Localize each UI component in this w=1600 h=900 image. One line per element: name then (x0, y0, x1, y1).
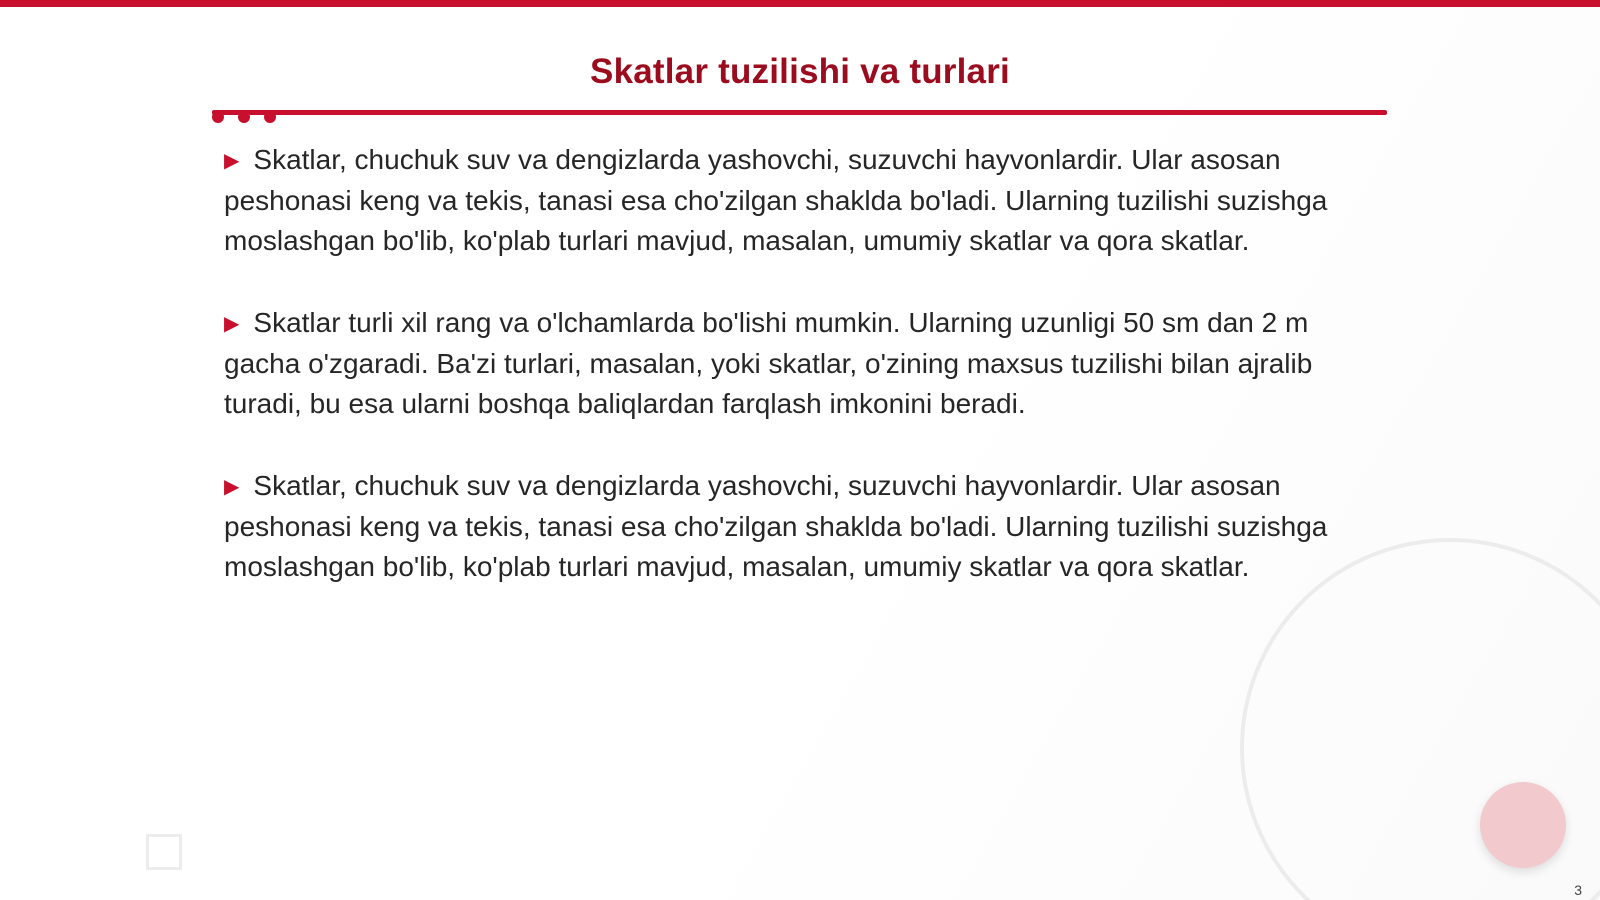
bullet-item-2 (224, 303, 1374, 424)
bullet-text-3: Skatlar, chuchuk suv va dengizlarda yashovchi, suzuvchi hayvonlardir. Ular asosan peshonasi keng va tekis, tanasi esa cho'zilgan shaklda bo'ladi. Ularning tuzilishi suzishga moslashgan bo'lib, ko'plab turlari mavjud, masalan, umumiy skatlar va qora skatlar. (224, 470, 1328, 582)
rule-dot-2 (238, 111, 250, 123)
rule-dot-3 (264, 111, 276, 123)
bullet-text-1: Skatlar, chuchuk suv va dengizlarda yashovchi, suzuvchi hayvonlardir. Ular asosan peshonasi keng va tekis, tanasi esa cho'zilgan shaklda bo'ladi. Ularning tuzilishi suzishga moslashgan bo'lib, ko'plab turlari mavjud, masalan, umumiy skatlar va qora skatlar. (224, 144, 1328, 256)
decorative-square (146, 834, 182, 870)
bullet-item-3 (224, 466, 1374, 587)
bullet-arrow-icon: ▶ (224, 476, 240, 498)
title-underline (212, 110, 1387, 115)
bullet-list (224, 140, 1374, 629)
bullet-item-1 (224, 140, 1374, 261)
slide-title: Skatlar tuzilishi va turlari (590, 52, 1010, 91)
bullet-arrow-icon: ▶ (224, 313, 240, 335)
top-accent-bar (0, 0, 1600, 7)
bullet-text-2: Skatlar turli xil rang va o'lchamlarda bo'lishi mumkin. Ularning uzunligi 50 sm dan 2 m gacha o'zgaradi. Ba'zi turlari, masalan, yoki skatlar, o'zining maxsus tuzilishi bilan ajralib turadi, bu esa ularni boshqa baliqlardan farqlash imkonini beradi. (224, 307, 1313, 419)
rule-dot-1 (212, 111, 224, 123)
decorative-pink-circle (1480, 782, 1566, 868)
bullet-arrow-icon: ▶ (224, 150, 240, 172)
page-number: 3 (1574, 882, 1582, 898)
